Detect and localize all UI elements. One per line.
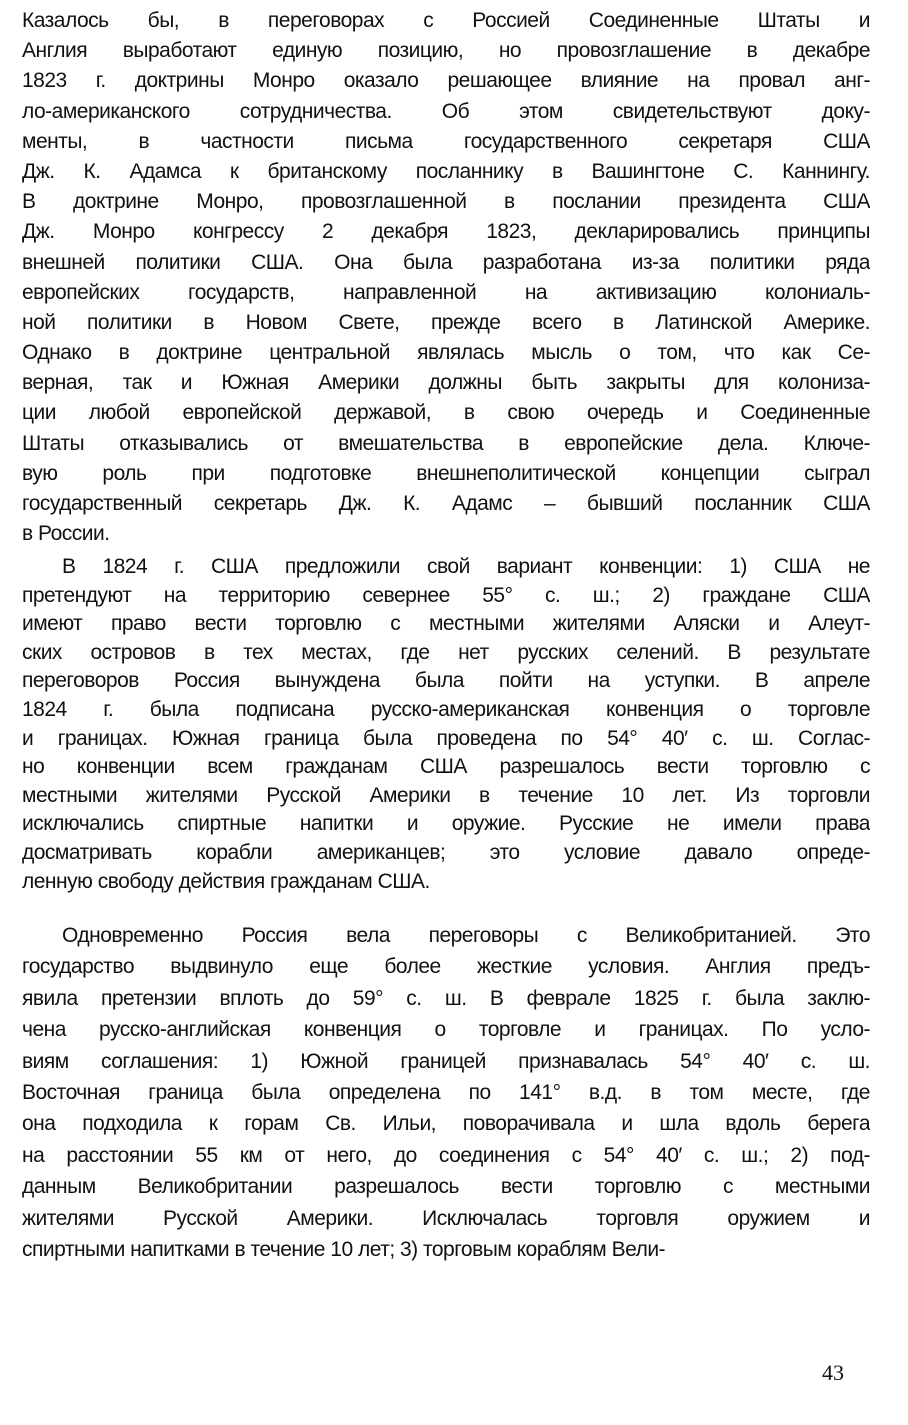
text-line: спиртными напитками в течение 10 лет; 3) торговым кораблям Вели-: [22, 1237, 666, 1261]
text-line: верная, так и Южная Америки должны быть закрыты для колониза-: [22, 371, 870, 395]
page-number: 43: [822, 1360, 844, 1385]
text-line: ленную свободу действия гражданам США.: [22, 869, 430, 893]
text-line: вую роль при подготовке внешнеполитической концепции сыграл: [22, 461, 870, 485]
text-line: но конвенции всем гражданам США разрешалось вести торговлю с: [22, 755, 870, 779]
text-line: она подходила к горам Св. Ильи, поворачивала и шла вдоль берега: [22, 1112, 870, 1136]
text-line: Штаты отказывались от вмешательства в европейские дела. Ключе-: [22, 431, 870, 455]
text-line: переговоров Россия вынуждена была пойти на уступки. В апреле: [22, 669, 870, 693]
text-line: европейских государств, направленной на активизацию колониаль-: [22, 280, 870, 304]
text-line: виям соглашения: 1) Южной границей признавалась 54° 40′ с. ш.: [22, 1049, 870, 1073]
text-line: исключались спиртные напитки и оружие. Русские не имели права: [22, 812, 870, 836]
text-line: в России.: [22, 522, 110, 546]
text-line: В 1824 г. США предложили свой вариант конвенции: 1) США не: [62, 555, 870, 578]
text-line: и границах. Южная граница была проведена по 54° 40′ с. ш. Соглас-: [22, 726, 870, 750]
text-line: В доктрине Монро, провозглашенной в послании президента США: [22, 190, 870, 214]
text-line: местными жителями Русской Америки в течение 10 лет. Из торговли: [22, 783, 870, 807]
text-line: имеют право вести торговлю с местными жителями Аляски и Алеут-: [22, 612, 870, 636]
text-line: чена русско-английская конвенция о торговле и границах. По усло-: [22, 1018, 870, 1042]
text-line: 1824 г. была подписана русско-американская конвенция о торговле: [22, 697, 870, 721]
paragraph-british-convention: [22, 920, 870, 1265]
text-line: явила претензии вплоть до 59° с. ш. В феврале 1825 г. была заклю-: [22, 986, 870, 1010]
text-line: государственный секретарь Дж. К. Адамс – бывший посланник США: [22, 492, 870, 515]
paragraph-monroe-doctrine: [22, 6, 870, 549]
text-line: претендуют на территорию севернее 55° с. ш.; 2) граждане США: [22, 583, 870, 607]
text-line: государство выдвинуло еще более жесткие условия. Англия предъ-: [22, 955, 870, 979]
text-line: 1823 г. доктрины Монро оказало решающее влияние на провал анг-: [22, 69, 870, 93]
text-line: ло-американского сотрудничества. Об этом свидетельствуют доку-: [22, 99, 870, 123]
text-line: Восточная граница была определена по 141° в.д. в том месте, где: [22, 1080, 870, 1104]
text-line: ции любой европейской державой, в свою очередь и Соединенные: [22, 401, 870, 425]
text-line: ной политики в Новом Свете, прежде всего в Латинской Америке.: [22, 310, 870, 334]
text-line: Дж. Монро конгрессу 2 декабря 1823, декларировались принципы: [22, 220, 870, 244]
text-line: жителями Русской Америки. Исключалась торговля оружием и: [22, 1206, 870, 1230]
text-line: досматривать корабли американцев; это условие давало опреде-: [22, 840, 870, 864]
text-line: на расстоянии 55 км от него, до соединения с 54° 40′ с. ш.; 2) под-: [22, 1143, 870, 1167]
text-line: менты, в частности письма государственного секретаря США: [22, 129, 870, 153]
text-line: Казалось бы, в переговорах с Россией Соединенные Штаты и: [22, 9, 870, 32]
text-line: внешней политики США. Она была разработана из-за политики ряда: [22, 250, 870, 274]
text-line: Англия выработают единую позицию, но провозглашение в декабре: [22, 39, 870, 63]
paragraph-us-convention: [22, 553, 870, 896]
text-line: Однако в доктрине центральной являлась мысль о том, что как Се-: [22, 341, 870, 365]
text-line: данным Великобритании разрешалось вести торговлю с местными: [22, 1175, 870, 1199]
text-line: ских островов в тех местах, где нет русских селений. В результате: [22, 640, 870, 664]
text-line: Дж. К. Адамса к британскому посланнику в Вашингтоне С. Каннингу.: [22, 159, 870, 183]
text-line: Одновременно Россия вела переговоры с Великобританией. Это: [62, 924, 870, 947]
